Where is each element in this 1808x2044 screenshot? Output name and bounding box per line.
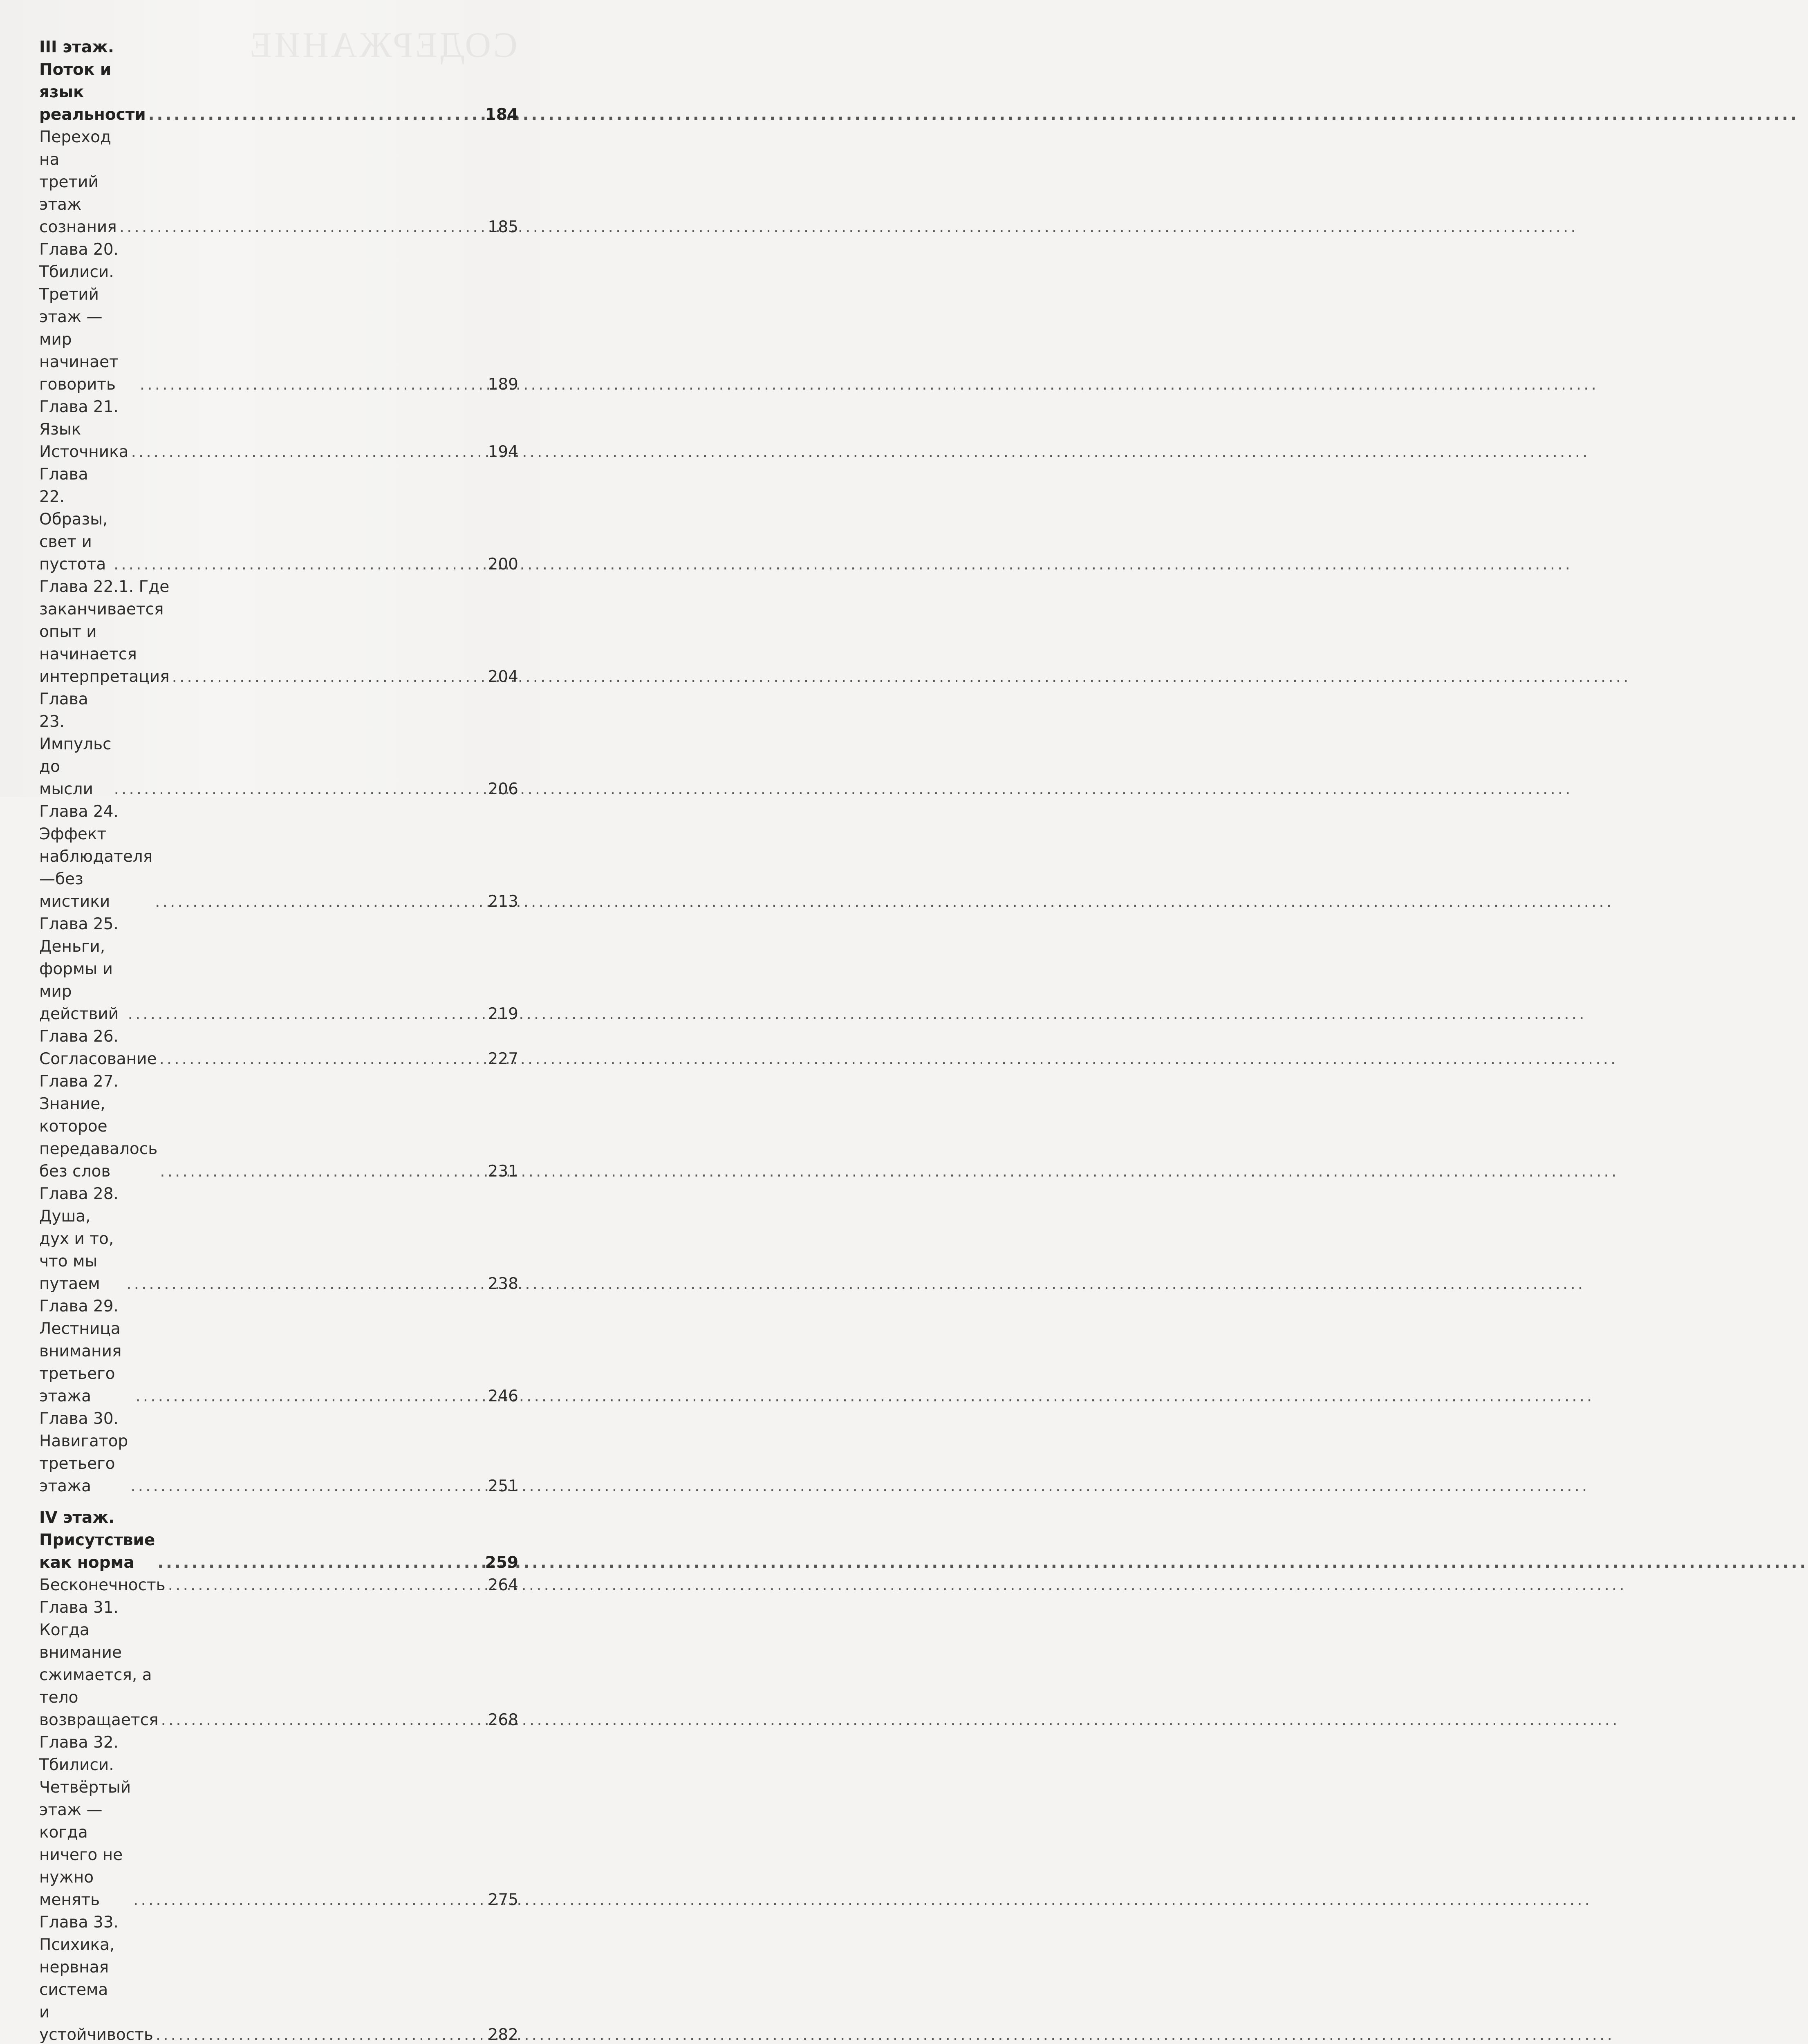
- entry-title: Глава 32. Тбилиси. Четвёртый этаж — когда ничего не нужно менять: [39, 1733, 131, 1909]
- page-number: 264: [488, 1576, 518, 1594]
- toc-entry: [39, 913, 518, 1025]
- leader-dots: [170, 666, 488, 688]
- toc-entry: [39, 1731, 518, 1911]
- page-number: 227: [488, 1050, 518, 1068]
- page-number: 246: [488, 1387, 518, 1405]
- entry-title: Глава 33. Психика, нервная система и устойчивость: [39, 1913, 153, 2044]
- toc-entry: [39, 1407, 518, 1497]
- leader-dots: [124, 1273, 488, 1295]
- leader-dots: [125, 1003, 488, 1025]
- page-number: 251: [488, 1477, 518, 1495]
- toc-entry: [39, 1183, 518, 1295]
- page-number: 275: [488, 1891, 518, 1909]
- entry-title: Глава 23. Импульс до мысли: [39, 690, 112, 798]
- leader-dots: [117, 216, 488, 238]
- entry-title: Глава 20. Тбилиси. Третий этаж — мир начинает говорить: [39, 240, 119, 394]
- entry-title: Глава 28. Душа, дух и то, что мы путаем: [39, 1185, 119, 1293]
- toc-entry: [39, 463, 518, 576]
- page-number: 282: [488, 2026, 518, 2044]
- page-number: 189: [488, 375, 518, 394]
- entry-title: Глава 27. Знание, которое передавалось без слов: [39, 1072, 158, 1181]
- toc-entry: [39, 238, 518, 396]
- entry-title: Бесконечность: [39, 1576, 166, 1594]
- toc-entry: [39, 1070, 518, 1183]
- page-number: 213: [488, 892, 518, 911]
- toc-entry: [39, 1025, 518, 1070]
- table-of-contents: [39, 36, 518, 2044]
- page-number: 268: [488, 1711, 518, 1729]
- entry-title: Глава 31. Когда внимание сжимается, а тело возвращается: [39, 1598, 159, 1729]
- leader-dots: [153, 2024, 488, 2044]
- toc-entry: [39, 576, 518, 688]
- leader-dots: [146, 103, 485, 126]
- entry-title: Глава 30. Навигатор третьего этажа: [39, 1410, 128, 1495]
- entry-title: Глава 26. Согласование: [39, 1027, 157, 1068]
- leader-dots: [166, 1574, 488, 1596]
- page-number: 219: [488, 1005, 518, 1023]
- leader-dots: [133, 1385, 488, 1407]
- entry-title: Глава 25. Деньги, формы и мир действий: [39, 915, 119, 1023]
- leader-dots: [112, 778, 488, 800]
- part-title: IV этаж. Присутствие как норма: [39, 1508, 155, 1572]
- leader-dots: [137, 373, 488, 396]
- page-number: 184: [485, 105, 518, 124]
- page-number: 206: [488, 780, 518, 798]
- entry-title: Глава 22.1. Где заканчивается опыт и начинается интерпретация: [39, 578, 170, 686]
- entry-title: Переход на третий этаж сознания: [39, 128, 117, 236]
- leader-dots: [155, 1551, 485, 1574]
- leader-dots: [157, 1160, 488, 1183]
- leader-dots: [157, 1048, 488, 1070]
- entry-title: Глава 22. Образы, свет и пустота: [39, 465, 108, 574]
- entry-title: Глава 24. Эффект наблюдателя —без мистики: [39, 802, 153, 911]
- book-page: [0, 0, 540, 2044]
- toc-entry: [39, 1295, 518, 1407]
- page-number: 231: [488, 1162, 518, 1181]
- toc-entry: [39, 396, 518, 463]
- page-number: 238: [488, 1275, 518, 1293]
- page-number: 185: [488, 218, 518, 236]
- toc-entry: [39, 800, 518, 913]
- toc-entry: [39, 688, 518, 800]
- leader-dots: [128, 1475, 488, 1497]
- page-number: 259: [485, 1553, 518, 1572]
- entry-title: Глава 29. Лестница внимания третьего этажа: [39, 1297, 122, 1405]
- toc-entry: [39, 1596, 518, 1731]
- page-number: 194: [488, 443, 518, 461]
- toc-part-heading: [39, 1506, 518, 1574]
- leader-dots: [158, 1709, 488, 1731]
- leader-dots: [111, 553, 488, 576]
- leader-dots: [131, 1889, 488, 1911]
- toc-part-heading: [39, 36, 518, 126]
- page-number: 204: [488, 668, 518, 686]
- toc-entry: [39, 126, 518, 238]
- leader-dots: [152, 890, 488, 913]
- page-number: 200: [488, 555, 518, 574]
- toc-entry: [39, 1574, 518, 1596]
- leader-dots: [129, 441, 488, 463]
- toc-entry: [39, 1911, 518, 2044]
- part-title: III этаж. Поток и язык реальности: [39, 38, 146, 124]
- entry-title: Глава 21. Язык Источника: [39, 398, 129, 461]
- bleed-through-text: СОДЕРЖАНИЕ: [247, 25, 518, 65]
- section-gap: [39, 1497, 518, 1506]
